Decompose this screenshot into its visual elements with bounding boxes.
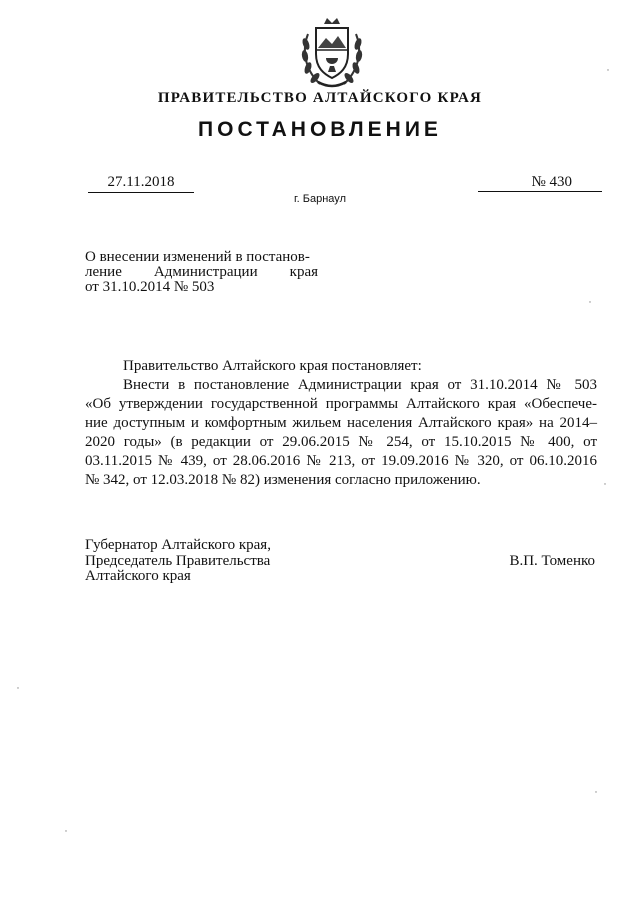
subject-line: от 31.10.2014 № 503 [85, 279, 215, 295]
body-line: 2020 годы» (в редакции от 29.06.2015 № 254, от 15.10.2015 № 400, от [85, 434, 597, 450]
government-name: ПРАВИТЕЛЬСТВО АЛТАЙСКОГО КРАЯ [157, 90, 483, 106]
body-line: «Об утверждении государственной программы Алтайского края «Обеспече- [85, 396, 597, 412]
body-line: Внести в постановление Администрации края от 31.10.2014 № 503 [123, 377, 597, 393]
body-line: Правительство Алтайского края постановляет: [123, 358, 422, 374]
position-line: Председатель Правительства [85, 552, 271, 569]
subject-line: ление Администрации края [85, 264, 318, 280]
signatory-name: В.П. Томенко [509, 553, 595, 569]
document-number: № 430 [478, 174, 602, 192]
body-line: ние доступным и комфортным жильем населения Алтайского края» на 2014– [85, 415, 597, 431]
document-subject [85, 250, 318, 295]
position-line: Алтайского края [85, 568, 191, 584]
document-type: ПОСТАНОВЛЕНИЕ [198, 118, 442, 141]
body-line: № 342, от 12.03.2018 № 82) изменения согласно приложению. [85, 472, 481, 488]
coat-of-arms-icon [296, 14, 368, 92]
city-label: г. Барнаул [294, 193, 346, 205]
document-body [85, 357, 597, 490]
document-date: 27.11.2018 [88, 174, 194, 193]
subject-line: О внесении изменений в постанов- [85, 249, 310, 265]
body-line: 03.11.2015 № 439, от 28.06.2016 № 213, от 19.09.2016 № 320, от 06.10.2016 [85, 453, 597, 469]
position-line: Губернатор Алтайского края, [85, 537, 271, 553]
signatory-position [85, 538, 271, 585]
